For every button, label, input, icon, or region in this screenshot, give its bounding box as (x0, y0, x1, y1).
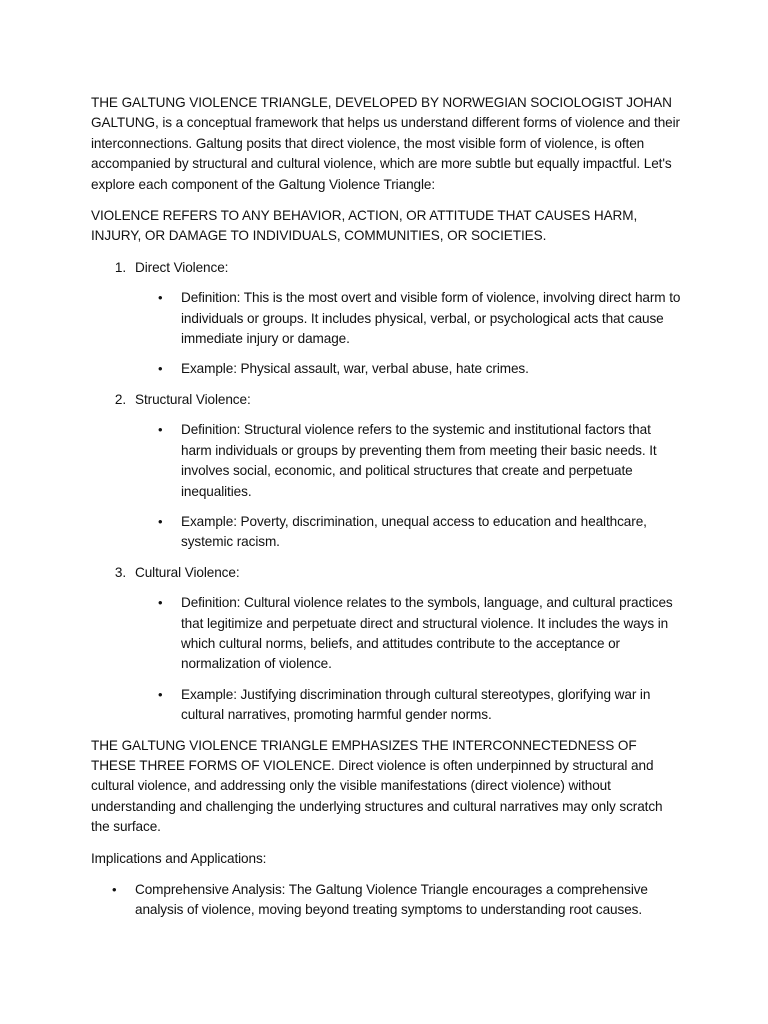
definition-text: Definition: Cultural violence relates to the symbols, language, and cultural practices that legitimize and perpetuate direct and structural violence. It includes the ways in which cultural norms, beliefs, and attitudes contribute to the acceptance or normalization of violence. (181, 595, 673, 672)
definition-text: Definition: Structural violence refers to the systemic and institutional factors that harm individuals or groups by preventing them from meeting their basic needs. It involves social, economic, and political structures that create and perpetuate inequalities. (181, 422, 657, 499)
list-item (158, 685, 681, 726)
implications-heading: Implications and Applications: (91, 850, 267, 866)
list-item (91, 880, 681, 921)
document-body (91, 93, 681, 931)
list-item (158, 420, 681, 502)
section-cultural-violence (91, 563, 681, 726)
example-text: Example: Poverty, discrimination, unequal access to education and healthcare, systemic racism. (181, 513, 647, 550)
bullet-list (91, 288, 681, 380)
list-item (158, 593, 681, 675)
summary-paragraph: THE GALTUNG VIOLENCE TRIANGLE EMPHASIZES THE INTERCONNECTEDNESS OF THESE THREE FORMS OF VIOLENCE. Direct violence is often underpinned by structural and cultural violence, and addressing only the visible manifestations (direct violence) without understanding and challenging the underlying structures and cultural narratives may only scratch the surface. (91, 737, 663, 835)
section-heading (91, 390, 681, 410)
section-heading (91, 563, 681, 583)
violence-definition: VIOLENCE REFERS TO ANY BEHAVIOR, ACTION, OR ATTITUDE THAT CAUSES HARM, INJURY, OR DAMAGE TO INDIVIDUALS, COMMUNITIES, OR SOCIETIES. (91, 208, 638, 244)
implications-list (91, 880, 681, 921)
list-item (158, 359, 681, 379)
section-heading (91, 258, 681, 278)
definition-text: Definition: This is the most overt and visible form of violence, involving direct harm to individuals or groups. It includes physical, verbal, or psychological acts that cause immediate injury or damage. (181, 290, 681, 347)
bullet-icon: • (158, 686, 163, 702)
bullet-list (91, 593, 681, 725)
bullet-icon: • (158, 361, 163, 377)
list-item (158, 288, 681, 349)
example-text: Example: Physical assault, war, verbal abuse, hate crimes. (181, 361, 529, 377)
bullet-icon: • (158, 422, 163, 438)
section-direct-violence (91, 258, 681, 380)
bullet-icon: • (158, 513, 163, 529)
bullet-icon: • (158, 595, 163, 611)
section-title: Cultural Violence: (135, 564, 240, 580)
bullet-list (91, 420, 681, 552)
bullet-icon: • (112, 882, 117, 897)
section-number: 1. (114, 259, 126, 275)
list-item (158, 512, 681, 553)
bullet-icon: • (158, 290, 163, 306)
section-structural-violence (91, 390, 681, 553)
section-number: 2. (114, 391, 126, 407)
section-title: Structural Violence: (135, 391, 251, 407)
section-title: Direct Violence: (135, 259, 229, 275)
intro-paragraph: THE GALTUNG VIOLENCE TRIANGLE, DEVELOPED BY NORWEGIAN SOCIOLOGIST JOHAN GALTUNG, is a conceptual framework that helps us understand different forms of violence and their interconnections. Galtung posits that direct violence, the most visible form of violence, is often accompanied by structural and cultural violence, which are more subtle but equally impactful. Let's explore each component of the Galtung Violence Triangle: (91, 95, 680, 192)
example-text: Example: Justifying discrimination through cultural stereotypes, glorifying war in cultural narratives, promoting harmful gender norms. (181, 686, 651, 723)
implication-text: Comprehensive Analysis: The Galtung Violence Triangle encourages a comprehensive analysis of violence, moving beyond treating symptoms to understanding root causes. (135, 882, 648, 918)
section-number: 3. (114, 564, 126, 580)
